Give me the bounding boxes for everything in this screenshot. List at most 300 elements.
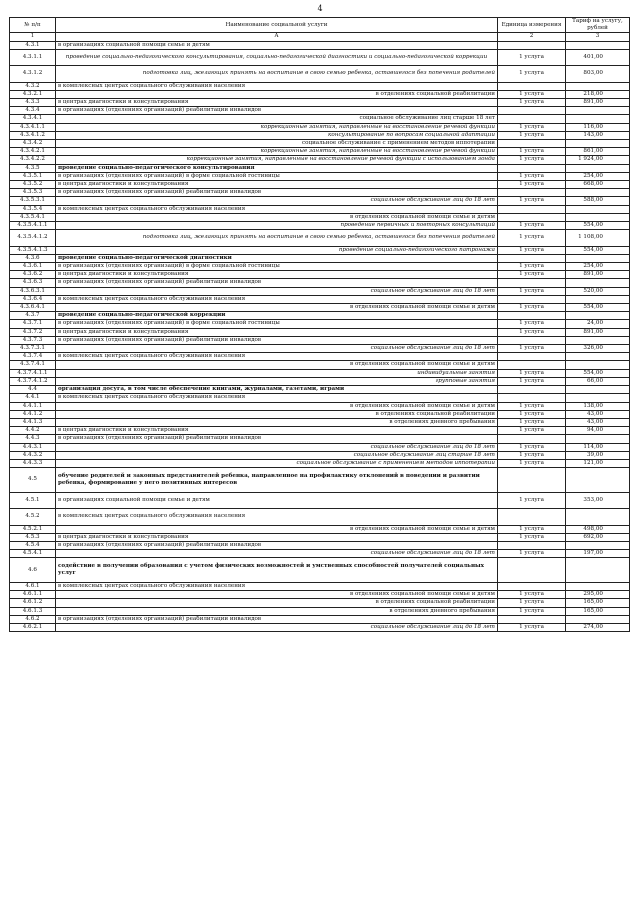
table-row bbox=[10, 222, 630, 230]
row-service-name: в комплексных центрах социального обслуживания населения bbox=[56, 353, 498, 361]
row-service-name: социальное обслуживание с применением методов иппотерапии bbox=[56, 459, 498, 467]
table-row bbox=[10, 435, 630, 443]
table-row bbox=[10, 328, 630, 336]
row-unit: 1 услуга bbox=[498, 172, 566, 180]
row-unit: 1 услуга bbox=[498, 550, 566, 558]
row-service-name: социальное обслуживание с применением методов иппотерапии bbox=[56, 140, 498, 148]
row-tariff: 121,00 bbox=[566, 459, 630, 467]
row-tariff: 254,00 bbox=[566, 172, 630, 180]
row-code: 4.3.7.4 bbox=[10, 353, 56, 361]
row-code: 4.3.4.1.2 bbox=[10, 131, 56, 139]
row-code: 4.4.3.3 bbox=[10, 459, 56, 467]
row-unit: 1 услуга bbox=[498, 533, 566, 541]
table-row bbox=[10, 427, 630, 435]
table-row bbox=[10, 90, 630, 98]
row-tariff: 891,00 bbox=[566, 271, 630, 279]
row-tariff: 588,00 bbox=[566, 197, 630, 205]
row-code: 4.3.5.3.1 bbox=[10, 197, 56, 205]
row-code: 4.3.7.2 bbox=[10, 328, 56, 336]
row-service-name: проведение социально-педагогической диагностики bbox=[56, 254, 498, 262]
row-code: 4.3.7.3 bbox=[10, 336, 56, 344]
row-unit bbox=[498, 336, 566, 344]
table-row bbox=[10, 49, 630, 65]
row-code: 4.3.5.4 bbox=[10, 205, 56, 213]
row-code: 4.3.7 bbox=[10, 312, 56, 320]
row-service-name: в комплексных центрах социального обслуживания населения bbox=[56, 295, 498, 303]
row-service-name: в комплексных центрах социального обслуживания населения bbox=[56, 509, 498, 525]
row-unit bbox=[498, 41, 566, 49]
row-unit: 1 услуга bbox=[498, 230, 566, 246]
row-code: 4.3.7.1 bbox=[10, 320, 56, 328]
table-row bbox=[10, 131, 630, 139]
row-service-name: в отделениях социальной реабилитации bbox=[56, 599, 498, 607]
table-row bbox=[10, 41, 630, 49]
row-tariff: 197,00 bbox=[566, 550, 630, 558]
table-row bbox=[10, 623, 630, 631]
row-unit: 1 услуга bbox=[498, 599, 566, 607]
table-row bbox=[10, 254, 630, 262]
row-unit: 1 услуга bbox=[498, 49, 566, 65]
row-unit: 1 услуга bbox=[498, 369, 566, 377]
row-service-name: в отделениях социальной помощи семье и детям bbox=[56, 304, 498, 312]
header-num: № п/п bbox=[10, 18, 56, 33]
row-service-name: в организациях (отделениях организаций) в форме социальной гостиницы bbox=[56, 320, 498, 328]
table-row bbox=[10, 582, 630, 590]
row-code: 4.3.5.4.1.2 bbox=[10, 230, 56, 246]
row-code: 4.3.1.1 bbox=[10, 49, 56, 65]
row-service-name: проведение социально-педагогического консультирования, социально-педагогической диагностики и социально-педагогической коррекции bbox=[56, 49, 498, 65]
row-tariff bbox=[566, 213, 630, 221]
row-code: 4.6.2 bbox=[10, 615, 56, 623]
row-code: 4.3.4.1 bbox=[10, 115, 56, 123]
row-tariff: 43,00 bbox=[566, 410, 630, 418]
row-unit: 1 услуга bbox=[498, 66, 566, 82]
row-service-name: в центрах диагностики и консультирования bbox=[56, 427, 498, 435]
row-unit: 1 услуга bbox=[498, 197, 566, 205]
row-unit bbox=[498, 254, 566, 262]
row-service-name: в отделениях социальной реабилитации bbox=[56, 410, 498, 418]
row-service-name: в комплексных центрах социального обслуживания населения bbox=[56, 82, 498, 90]
row-tariff: 1 924,00 bbox=[566, 156, 630, 164]
row-unit: 1 услуга bbox=[498, 263, 566, 271]
row-code: 4.5.2 bbox=[10, 509, 56, 525]
row-code: 4.3.2.1 bbox=[10, 90, 56, 98]
table-row bbox=[10, 140, 630, 148]
table-row bbox=[10, 550, 630, 558]
row-unit bbox=[498, 582, 566, 590]
row-tariff bbox=[566, 115, 630, 123]
row-tariff: 554,00 bbox=[566, 369, 630, 377]
row-service-name: в центрах диагностики и консультирования bbox=[56, 328, 498, 336]
row-service-name: подготовка лиц, желающих принять на воспитание в свою семью ребенка, оставшегося без попечения родителей bbox=[56, 230, 498, 246]
table-row bbox=[10, 361, 630, 369]
row-unit: 1 услуга bbox=[498, 459, 566, 467]
row-unit bbox=[498, 279, 566, 287]
row-service-name: в отделениях дневного пребывания bbox=[56, 418, 498, 426]
row-unit: 1 услуга bbox=[498, 131, 566, 139]
row-service-name: в организациях социальной помощи семье и детям bbox=[56, 492, 498, 508]
row-tariff: 554,00 bbox=[566, 246, 630, 254]
row-unit: 1 услуга bbox=[498, 246, 566, 254]
table-row bbox=[10, 279, 630, 287]
row-tariff bbox=[566, 254, 630, 262]
table-row bbox=[10, 459, 630, 467]
row-unit: 1 услуга bbox=[498, 156, 566, 164]
table-row bbox=[10, 312, 630, 320]
row-code: 4.3.6.2 bbox=[10, 271, 56, 279]
table-row bbox=[10, 591, 630, 599]
row-unit bbox=[498, 107, 566, 115]
table-row bbox=[10, 607, 630, 615]
row-code: 4.3.5.1 bbox=[10, 172, 56, 180]
row-code: 4.3.6.4.1 bbox=[10, 304, 56, 312]
row-unit bbox=[498, 213, 566, 221]
row-service-name: коррекционные занятия, направленные на восстановление речевой функции bbox=[56, 123, 498, 131]
row-unit bbox=[498, 509, 566, 525]
row-code: 4.3.6 bbox=[10, 254, 56, 262]
row-tariff: 353,00 bbox=[566, 492, 630, 508]
row-code: 4.3.7.4.1.1 bbox=[10, 369, 56, 377]
row-tariff bbox=[566, 558, 630, 583]
row-unit: 1 услуга bbox=[498, 222, 566, 230]
table-row bbox=[10, 230, 630, 246]
table-row bbox=[10, 525, 630, 533]
row-service-name: подготовка лиц, желающих принять на воспитание в свою семью ребенка, оставшегося без попечения родителей bbox=[56, 66, 498, 82]
row-code: 4.3.6.3 bbox=[10, 279, 56, 287]
row-service-name: коррекционные занятия, направленные на восстановление речевой функции с использованием зонда bbox=[56, 156, 498, 164]
row-unit: 1 услуга bbox=[498, 377, 566, 385]
row-unit bbox=[498, 295, 566, 303]
row-unit: 1 услуга bbox=[498, 451, 566, 459]
row-tariff: 498,00 bbox=[566, 525, 630, 533]
row-service-name: социальное обслуживание лиц до 18 лет bbox=[56, 623, 498, 631]
row-unit bbox=[498, 394, 566, 402]
row-service-name: в организациях социальной помощи семье и детям bbox=[56, 41, 498, 49]
row-service-name: консультирование по вопросам социальной адаптации bbox=[56, 131, 498, 139]
row-unit: 1 услуга bbox=[498, 287, 566, 295]
row-tariff bbox=[566, 615, 630, 623]
row-tariff: 554,00 bbox=[566, 222, 630, 230]
table-row bbox=[10, 164, 630, 172]
table-row bbox=[10, 115, 630, 123]
row-code: 4.3.1 bbox=[10, 41, 56, 49]
row-tariff: 39,00 bbox=[566, 451, 630, 459]
row-tariff: 803,00 bbox=[566, 66, 630, 82]
row-service-name: социальное обслуживание лиц до 18 лет bbox=[56, 345, 498, 353]
row-tariff: 43,00 bbox=[566, 418, 630, 426]
row-tariff: 143,00 bbox=[566, 131, 630, 139]
row-code: 4.5.2.1 bbox=[10, 525, 56, 533]
row-unit bbox=[498, 205, 566, 213]
row-tariff: 891,00 bbox=[566, 328, 630, 336]
table-row bbox=[10, 295, 630, 303]
row-tariff: 116,00 bbox=[566, 123, 630, 131]
row-code: 4.4.1.3 bbox=[10, 418, 56, 426]
row-unit bbox=[498, 386, 566, 394]
row-code: 4.3.4.1.1 bbox=[10, 123, 56, 131]
row-tariff: 861,00 bbox=[566, 148, 630, 156]
row-unit: 1 услуга bbox=[498, 90, 566, 98]
table-row bbox=[10, 172, 630, 180]
row-tariff: 114,00 bbox=[566, 443, 630, 451]
row-code: 4.4.1.2 bbox=[10, 410, 56, 418]
row-code: 4.3.6.3.1 bbox=[10, 287, 56, 295]
row-unit: 1 услуга bbox=[498, 492, 566, 508]
row-tariff bbox=[566, 361, 630, 369]
row-tariff: 891,00 bbox=[566, 99, 630, 107]
row-tariff bbox=[566, 353, 630, 361]
row-service-name: в отделениях социальной помощи семье и детям bbox=[56, 525, 498, 533]
row-code: 4.3.5.2 bbox=[10, 181, 56, 189]
row-service-name: в организациях (отделениях организаций) реабилитации инвалидов bbox=[56, 107, 498, 115]
row-service-name: в организациях (отделениях организаций) реабилитации инвалидов bbox=[56, 279, 498, 287]
row-tariff bbox=[566, 509, 630, 525]
table-row bbox=[10, 369, 630, 377]
row-tariff: 295,00 bbox=[566, 591, 630, 599]
row-code: 4.3.4.2.2 bbox=[10, 156, 56, 164]
row-service-name: в организациях (отделениях организаций) реабилитации инвалидов bbox=[56, 435, 498, 443]
header-tariff: Тариф на услугу, рублей bbox=[566, 18, 630, 33]
row-code: 4.6.1.2 bbox=[10, 599, 56, 607]
row-tariff bbox=[566, 164, 630, 172]
table-row bbox=[10, 418, 630, 426]
row-tariff: 24,00 bbox=[566, 320, 630, 328]
row-unit: 1 услуга bbox=[498, 410, 566, 418]
row-tariff: 66,00 bbox=[566, 377, 630, 385]
row-service-name: в отделениях социальной помощи семье и детям bbox=[56, 361, 498, 369]
index-cell: 2 bbox=[498, 33, 566, 41]
row-tariff: 254,00 bbox=[566, 263, 630, 271]
row-code: 4.3.4.2 bbox=[10, 140, 56, 148]
row-service-name: в отделениях дневного пребывания bbox=[56, 607, 498, 615]
row-unit bbox=[498, 140, 566, 148]
table-row bbox=[10, 377, 630, 385]
row-tariff: 94,00 bbox=[566, 427, 630, 435]
table-row bbox=[10, 336, 630, 344]
row-tariff bbox=[566, 279, 630, 287]
row-code: 4.3.1.2 bbox=[10, 66, 56, 82]
row-code: 4.5.4 bbox=[10, 541, 56, 549]
row-service-name: организация досуга, в том числе обеспечение книгами, журналами, газетами, играми bbox=[56, 386, 498, 394]
row-code: 4.5.3 bbox=[10, 533, 56, 541]
row-code: 4.3.2 bbox=[10, 82, 56, 90]
row-unit bbox=[498, 189, 566, 197]
table-row bbox=[10, 107, 630, 115]
table-row bbox=[10, 509, 630, 525]
row-service-name: обучение родителей и законных представителей ребенка, направленное на профилактику отклонений в поведении и развитии ребенка, формирование у него позитивных интересов bbox=[56, 468, 498, 493]
row-code: 4.3.7.3.1 bbox=[10, 345, 56, 353]
row-code: 4.3.7.4.1 bbox=[10, 361, 56, 369]
row-tariff: 668,00 bbox=[566, 181, 630, 189]
row-tariff: 326,00 bbox=[566, 345, 630, 353]
table-row bbox=[10, 197, 630, 205]
row-unit bbox=[498, 353, 566, 361]
table-row bbox=[10, 451, 630, 459]
page-number: 4 bbox=[317, 4, 323, 13]
row-unit: 1 услуга bbox=[498, 328, 566, 336]
row-service-name: социальное обслуживание лиц старше 18 лет bbox=[56, 451, 498, 459]
row-service-name: в организациях (отделениях организаций) реабилитации инвалидов bbox=[56, 541, 498, 549]
table-row bbox=[10, 82, 630, 90]
row-tariff: 1 108,00 bbox=[566, 230, 630, 246]
table-row bbox=[10, 66, 630, 82]
table-row bbox=[10, 386, 630, 394]
row-unit bbox=[498, 558, 566, 583]
row-unit: 1 услуга bbox=[498, 181, 566, 189]
row-unit: 1 услуга bbox=[498, 591, 566, 599]
table-row bbox=[10, 246, 630, 254]
row-unit bbox=[498, 615, 566, 623]
row-tariff bbox=[566, 41, 630, 49]
row-service-name: в организациях (отделениях организаций) в форме социальной гостиницы bbox=[56, 263, 498, 271]
row-tariff bbox=[566, 205, 630, 213]
row-tariff bbox=[566, 312, 630, 320]
row-code: 4.3.7.4.1.2 bbox=[10, 377, 56, 385]
row-service-name: групповые занятия bbox=[56, 377, 498, 385]
row-unit: 1 услуга bbox=[498, 271, 566, 279]
row-unit: 1 услуга bbox=[498, 345, 566, 353]
row-service-name: в отделениях социальной помощи семье и детям bbox=[56, 591, 498, 599]
row-code: 4.3.5 bbox=[10, 164, 56, 172]
index-cell: 1 bbox=[10, 33, 56, 41]
row-unit bbox=[498, 115, 566, 123]
row-code: 4.4.3.1 bbox=[10, 443, 56, 451]
row-code: 4.4.3.2 bbox=[10, 451, 56, 459]
row-code: 4.4.1 bbox=[10, 394, 56, 402]
row-code: 4.3.6.1 bbox=[10, 263, 56, 271]
row-tariff bbox=[566, 394, 630, 402]
row-service-name: в отделениях социальной реабилитации bbox=[56, 90, 498, 98]
row-service-name: в организациях (отделениях организаций) реабилитации инвалидов bbox=[56, 336, 498, 344]
row-service-name: содействие в получении образования с учетом физических возможностей и умственных способностей получателей социальных услуг bbox=[56, 558, 498, 583]
row-service-name: социальное обслуживание лиц до 18 лет bbox=[56, 197, 498, 205]
row-service-name: в комплексных центрах социального обслуживания населения bbox=[56, 394, 498, 402]
row-unit bbox=[498, 312, 566, 320]
row-service-name: индивидуальные занятия bbox=[56, 369, 498, 377]
row-tariff: 218,00 bbox=[566, 90, 630, 98]
table-row bbox=[10, 410, 630, 418]
row-unit: 1 услуга bbox=[498, 320, 566, 328]
row-unit: 1 услуга bbox=[498, 623, 566, 631]
row-service-name: проведение социально-педагогического патронажа bbox=[56, 246, 498, 254]
row-tariff: 138,00 bbox=[566, 402, 630, 410]
row-tariff: 520,00 bbox=[566, 287, 630, 295]
table-row bbox=[10, 558, 630, 583]
row-code: 4.6.2.1 bbox=[10, 623, 56, 631]
tariff-table bbox=[9, 17, 630, 632]
row-code: 4.3.6.4 bbox=[10, 295, 56, 303]
row-unit bbox=[498, 468, 566, 493]
row-service-name: в организациях (отделениях организаций) реабилитации инвалидов bbox=[56, 189, 498, 197]
index-row bbox=[10, 33, 630, 41]
row-unit: 1 услуга bbox=[498, 607, 566, 615]
row-unit bbox=[498, 361, 566, 369]
row-service-name: в центрах диагностики и консультирования bbox=[56, 99, 498, 107]
row-code: 4.3.5.4.1.1 bbox=[10, 222, 56, 230]
table-row bbox=[10, 148, 630, 156]
row-service-name: социальное обслуживание лиц до 18 лет bbox=[56, 443, 498, 451]
row-code: 4.4.2 bbox=[10, 427, 56, 435]
table-row bbox=[10, 353, 630, 361]
table-row bbox=[10, 443, 630, 451]
row-unit bbox=[498, 541, 566, 549]
row-code: 4.5.4.1 bbox=[10, 550, 56, 558]
table-row bbox=[10, 345, 630, 353]
header-name: Наименование социальной услуги bbox=[56, 18, 498, 33]
row-unit bbox=[498, 82, 566, 90]
row-code: 4.3.5.4.1.3 bbox=[10, 246, 56, 254]
row-code: 4.3.3 bbox=[10, 99, 56, 107]
row-tariff: 274,00 bbox=[566, 623, 630, 631]
table-row bbox=[10, 189, 630, 197]
table-row bbox=[10, 304, 630, 312]
row-service-name: в центрах диагностики и консультирования bbox=[56, 181, 498, 189]
row-unit: 1 услуга bbox=[498, 418, 566, 426]
row-unit: 1 услуга bbox=[498, 148, 566, 156]
row-tariff: 165,00 bbox=[566, 599, 630, 607]
row-tariff bbox=[566, 435, 630, 443]
row-tariff: 554,00 bbox=[566, 304, 630, 312]
row-unit: 1 услуга bbox=[498, 525, 566, 533]
row-tariff bbox=[566, 295, 630, 303]
row-unit: 1 услуга bbox=[498, 427, 566, 435]
row-unit: 1 услуга bbox=[498, 304, 566, 312]
table-row bbox=[10, 599, 630, 607]
table-body bbox=[10, 41, 630, 632]
table-row bbox=[10, 492, 630, 508]
table-row bbox=[10, 468, 630, 493]
row-code: 4.5.1 bbox=[10, 492, 56, 508]
row-unit: 1 услуга bbox=[498, 99, 566, 107]
row-tariff bbox=[566, 336, 630, 344]
row-code: 4.3.5.4.1 bbox=[10, 213, 56, 221]
row-code: 4.6.1.1 bbox=[10, 591, 56, 599]
row-unit: 1 услуга bbox=[498, 402, 566, 410]
row-service-name: проведение первичных и повторных консультаций bbox=[56, 222, 498, 230]
row-service-name: в центрах диагностики и консультирования bbox=[56, 271, 498, 279]
table-row bbox=[10, 181, 630, 189]
row-unit: 1 услуга bbox=[498, 443, 566, 451]
table-row bbox=[10, 615, 630, 623]
table-row bbox=[10, 156, 630, 164]
row-code: 4.3.5.3 bbox=[10, 189, 56, 197]
table-row bbox=[10, 320, 630, 328]
row-service-name: в комплексных центрах социального обслуживания населения bbox=[56, 582, 498, 590]
row-code: 4.4 bbox=[10, 386, 56, 394]
row-tariff bbox=[566, 582, 630, 590]
table-row bbox=[10, 533, 630, 541]
row-service-name: социальное обслуживание лиц до 18 лет bbox=[56, 550, 498, 558]
table-row bbox=[10, 271, 630, 279]
table-row bbox=[10, 99, 630, 107]
row-code: 4.6 bbox=[10, 558, 56, 583]
row-code: 4.4.3 bbox=[10, 435, 56, 443]
row-service-name: в отделениях социальной помощи семье и детям bbox=[56, 213, 498, 221]
row-tariff bbox=[566, 386, 630, 394]
row-unit: 1 услуга bbox=[498, 123, 566, 131]
table-row bbox=[10, 541, 630, 549]
table-row bbox=[10, 205, 630, 213]
table-row bbox=[10, 213, 630, 221]
row-tariff bbox=[566, 541, 630, 549]
row-service-name: социальное обслуживание лиц старше 18 лет bbox=[56, 115, 498, 123]
table-row bbox=[10, 263, 630, 271]
table-row bbox=[10, 402, 630, 410]
row-tariff bbox=[566, 107, 630, 115]
row-code: 4.6.1 bbox=[10, 582, 56, 590]
row-tariff bbox=[566, 189, 630, 197]
row-tariff bbox=[566, 140, 630, 148]
